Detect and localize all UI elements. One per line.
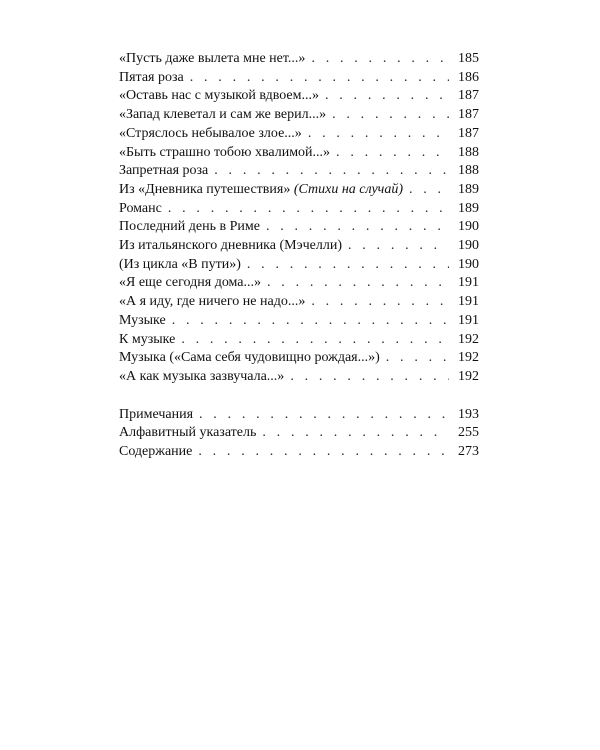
toc-entry-title: Запретная роза bbox=[119, 163, 209, 179]
dot-leader bbox=[336, 144, 449, 163]
toc-entry-page: 188 bbox=[458, 163, 479, 179]
dot-leader bbox=[409, 181, 449, 200]
toc-entry bbox=[119, 87, 479, 106]
dot-leader bbox=[168, 200, 449, 219]
toc-entry bbox=[119, 293, 479, 312]
dot-leader bbox=[266, 218, 449, 237]
toc-entry-title: «Оставь нас с музыкой вдвоем...» bbox=[119, 88, 319, 104]
toc-entry-title: Из итальянского дневника (Мэчелли) bbox=[119, 238, 342, 254]
toc-entry-title-main: Из «Дневника путешествия» bbox=[119, 181, 291, 197]
table-of-contents bbox=[119, 50, 479, 462]
dot-leader bbox=[214, 162, 449, 181]
toc-entry-page: 193 bbox=[458, 406, 479, 422]
toc-entry-page: 189 bbox=[458, 200, 479, 216]
dot-leader bbox=[262, 424, 449, 443]
toc-entry bbox=[119, 312, 479, 331]
toc-entry-title: Примечания bbox=[119, 406, 194, 422]
toc-entry bbox=[119, 125, 479, 144]
toc-entry-page: 192 bbox=[458, 350, 479, 366]
toc-entry bbox=[119, 406, 479, 425]
toc-entry bbox=[119, 424, 479, 443]
toc-entry-title: «Пусть даже вылета мне нет...» bbox=[119, 51, 306, 66]
toc-entry-page: 191 bbox=[458, 312, 479, 328]
toc-entry-title: Пятая роза bbox=[119, 69, 184, 85]
dot-leader bbox=[290, 368, 449, 387]
toc-entry bbox=[119, 368, 479, 387]
dot-leader bbox=[311, 50, 449, 69]
dot-leader bbox=[348, 237, 449, 256]
toc-entry-title: К музыке bbox=[119, 331, 176, 347]
toc-entry-title: Музыка («Сама себя чудовищно рождая...») bbox=[119, 350, 380, 366]
toc-entry bbox=[119, 349, 479, 368]
toc-entry bbox=[119, 162, 479, 181]
toc-entry bbox=[119, 256, 479, 275]
toc-entry-page: 186 bbox=[458, 69, 479, 85]
toc-entry bbox=[119, 144, 479, 163]
toc-entry-page: 190 bbox=[458, 256, 479, 272]
toc-entry-title: Музыке bbox=[119, 312, 166, 328]
toc-entry-page: 190 bbox=[458, 219, 479, 235]
dot-leader bbox=[332, 106, 449, 125]
dot-leader bbox=[181, 331, 449, 350]
toc-entry-page: 189 bbox=[458, 181, 479, 197]
toc-entry-title: «Быть страшно тобою хвалимой...» bbox=[119, 144, 331, 160]
toc-entry-title: Романс bbox=[119, 200, 162, 216]
toc-entry bbox=[119, 237, 479, 256]
toc-entry-title: «Запад клеветал и сам же верил...» bbox=[119, 107, 327, 123]
toc-entry-page: 187 bbox=[458, 125, 479, 141]
toc-entry-page: 185 bbox=[458, 51, 479, 66]
dot-leader bbox=[172, 312, 449, 331]
dot-leader bbox=[267, 274, 449, 293]
toc-entry-page: 187 bbox=[458, 88, 479, 104]
toc-entry-title: Алфавитный указатель bbox=[119, 425, 257, 441]
dot-leader bbox=[190, 69, 449, 88]
toc-entry-page: 191 bbox=[458, 294, 479, 310]
toc-entry-page: 192 bbox=[458, 368, 479, 384]
dot-leader bbox=[311, 293, 449, 312]
toc-entry-page: 192 bbox=[458, 331, 479, 347]
toc-entry bbox=[119, 331, 479, 350]
toc-entry bbox=[119, 200, 479, 219]
toc-entry-page: 188 bbox=[458, 144, 479, 160]
dot-leader bbox=[325, 87, 449, 106]
toc-entry-title: (Из цикла «В пути») bbox=[119, 256, 241, 272]
dot-leader bbox=[308, 125, 449, 144]
toc-entry-subtitle: (Стихи на случай) bbox=[293, 181, 403, 197]
toc-entry-page: 187 bbox=[458, 107, 479, 123]
toc-entry bbox=[119, 50, 479, 69]
toc-entry bbox=[119, 443, 479, 462]
toc-entry-title bbox=[119, 181, 403, 200]
toc-entry-page: 191 bbox=[458, 275, 479, 291]
toc-entry-title: «А я иду, где ничего не надо...» bbox=[119, 294, 306, 310]
dot-leader bbox=[198, 443, 449, 462]
toc-entry-title: «А как музыка зазвучала...» bbox=[119, 368, 285, 384]
toc-entry bbox=[119, 69, 479, 88]
toc-entry-title: «Я еще сегодня дома...» bbox=[119, 275, 262, 291]
toc-entry bbox=[119, 106, 479, 125]
dot-leader bbox=[386, 349, 449, 368]
section-spacer bbox=[119, 387, 479, 406]
toc-entry-page: 255 bbox=[458, 425, 479, 441]
toc-entry bbox=[119, 274, 479, 293]
toc-entry-title: Последний день в Риме bbox=[119, 219, 260, 235]
toc-entry bbox=[119, 218, 479, 237]
toc-entry-title: «Стряслось небывалое злое...» bbox=[119, 125, 302, 141]
toc-entry bbox=[119, 181, 479, 200]
toc-entry-title: Содержание bbox=[119, 444, 193, 460]
dot-leader bbox=[199, 406, 449, 425]
toc-entry-page: 273 bbox=[458, 444, 479, 460]
dot-leader bbox=[247, 256, 449, 275]
toc-entry-page: 190 bbox=[458, 238, 479, 254]
